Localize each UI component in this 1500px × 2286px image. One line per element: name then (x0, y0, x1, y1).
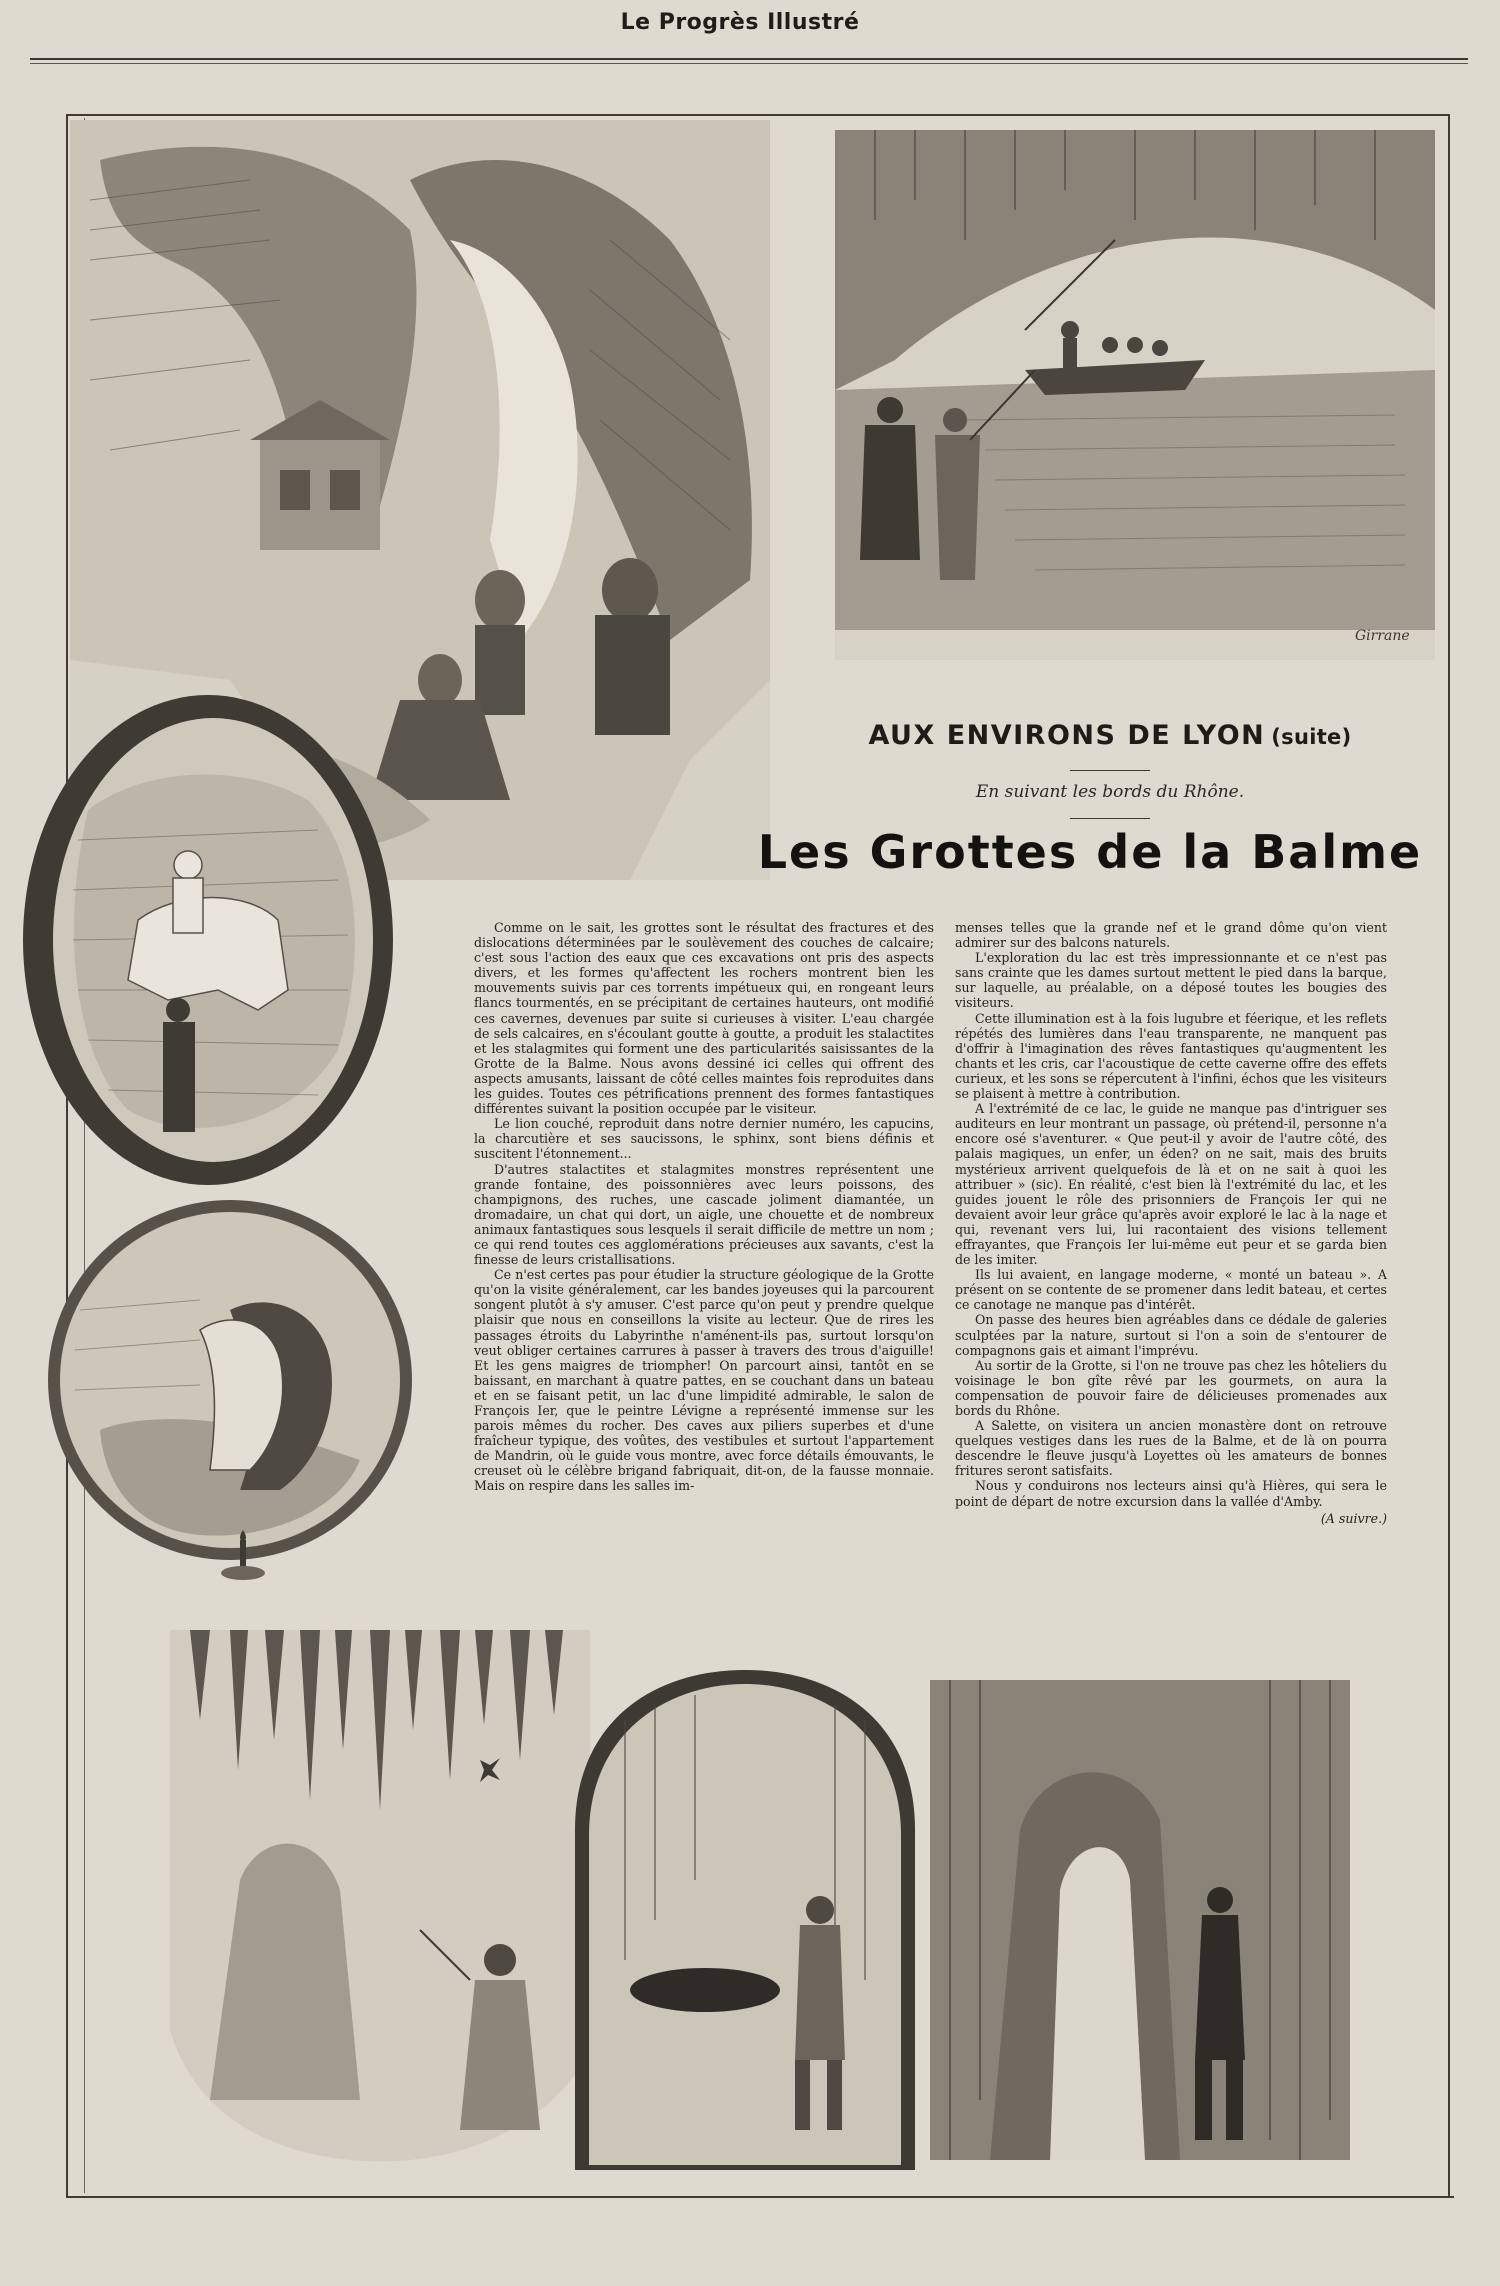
illustration-pillar (930, 1680, 1350, 2160)
section-title-suffix: (suite) (1271, 725, 1352, 749)
article-paragraph: On passe des heures bien agréables dans ce dédale de galeries sculptées par la nature, surtout si l'on a soin de s'entourer de compagnons gais et aimant l'imprévu. (955, 1312, 1387, 1358)
illustration-underground-lake (835, 130, 1435, 660)
article-paragraph: L'exploration du lac est très impressionnante et ce n'est pas sans crainte que les dames surtout mettent le pied dans la barque, sur laquelle, au préalable, on a déposé toutes les bougies des visiteurs. (955, 950, 1387, 1011)
article-paragraph: D'autres stalactites et stalagmites monstres représentent une grande fontaine, des poissonnières avec leurs poissons, des champignons, des ruches, une cascade joliment diamantée, un dromadaire, un chat qui dort, un aigle, une chouette et de nombreux animaux fantastiques sous lesquels il serait difficile de mettre un nom ; ce qui rend toutes ces agglomérations précieuses aux savants, c'est la finesse de leurs cristallisations. (474, 1161, 934, 1268)
medallion-rider-engraving (18, 690, 403, 1190)
illustration-medallion-rider (18, 690, 403, 1190)
masthead-rule-thin (30, 63, 1468, 64)
page-frame-bottom (84, 2196, 1454, 2198)
illustration-stalactite-chamber (170, 1630, 590, 2170)
subtitle-rule-bottom (1070, 818, 1150, 819)
article-paragraph: Au sortir de la Grotte, si l'on ne trouve pas chez les hôteliers du voisinage le bon gîte rêvé par les gourmets, on aura la compensation de pouvoir faire de délicieuses promenades aux bords du Rhône. (955, 1357, 1387, 1418)
article-paragraph: Ils lui avaient, en langage moderne, « monté un bateau ». A présent on se contente de se promener dans ledit bateau, et certes ce canotage ne manque pas d'intérêt. (955, 1267, 1387, 1313)
illustration-crucible (565, 1660, 925, 2170)
article-title: Les Grottes de la Balme (757, 825, 1423, 879)
subtitle-rule-top (1070, 770, 1150, 771)
article-paragraph: A Salette, on visitera un ancien monastère dont on retrouve quelques vestiges dans les rues de la Balme, et de là on pourra descendre le fleuve jusqu'à Loyettes où les amateurs de bonnes fritures seront satisfaits. (955, 1418, 1387, 1479)
pillar-engraving (930, 1680, 1350, 2160)
article-column-right (955, 920, 1387, 1526)
stalactite-chamber-engraving (170, 1630, 590, 2170)
article-column-left (474, 920, 934, 1494)
article-paragraph: Cette illumination est à la fois lugubre et féerique, et les reflets répétés des lumières dans l'eau transparente, ne manquent pas d'offrir à l'imagination des rêves fantastiques qu'augmentent les chants et les cris, car l'acoustique de cette caverne offre des effets curieux, et les sons se répercutent à l'infini, échos que les visiteurs se plaisent à mettre à contribution. (955, 1010, 1387, 1102)
masthead (0, 10, 1500, 50)
article-paragraph: Nous y conduirons nos lecteurs ainsi qu'à Hières, qui sera le point de départ de notre excursion dans la vallée d'Amby. (955, 1478, 1387, 1509)
medallion-sphinx-engraving (40, 1190, 420, 1590)
article-paragraph: Comme on le sait, les grottes sont le résultat des fractures et des dislocations déterminées par le soulèvement des couches de calcaire; c'est sous l'action des eaux que ces excavations ont pris des aspects divers, et les formes qu'affectent les rochers montrent bien les mouvements suivis par ces torrents impétueux qui, en rongeant leurs flancs tourmentés, en se précipitant de certaines hauteurs, ont modifié ces cavernes, devenues par suite si curieuses à visiter. L'eau chargée de sels calcaires, en s'écoulant goutte à goutte, a produit les stalactites et les stalagmites qui forment une des particularités saisissantes de la Grotte de la Balme. Nous avons dessiné ici celles qui offrent des aspects amusants, laissant de côté celles maintes fois reproduites dans les guides. Toutes ces pétrifications prennent des formes fantastiques différentes suivant la position occupée par le visiteur. (474, 920, 934, 1117)
lake-signature: Girrane (1355, 628, 1410, 644)
article-subtitle: En suivant les bords du Rhône. (975, 782, 1245, 802)
article-paragraph: menses telles que la grande nef et le grand dôme qu'on vient admirer sur des balcons naturels. (955, 920, 1387, 951)
illustration-medallion-sphinx (40, 1190, 420, 1590)
article-paragraph: A l'extrémité de ce lac, le guide ne manque pas d'intriguer ses auditeurs en leur montrant un passage, où prétend-il, personne n'a encore osé s'aventurer. « Que peut-il y avoir de l'autre côté, des palais magiques, un enfer, un éden? on ne sait, mais des bruits mystérieux arrivent quelquefois de là et on ne sait à quoi les attribuer » (sic). En réalité, c'est bien là l'extrémité du lac, et les guides jouent le rôle des prisonniers de François Ier qui ne devaient avoir leur grâce qu'après avoir exploré le lac à la nage et qui, revenant vers lui, lui racontaient des visions tellement effrayantes, que François Ier lui-même eut peur et se garda bien de les imiter. (955, 1101, 1387, 1268)
lake-engraving (835, 130, 1435, 660)
crucible-engraving (565, 1660, 925, 2170)
article-paragraph: Ce n'est certes pas pour étudier la structure géologique de la Grotte qu'on la visite généralement, car les bandes joyeuses qui la parcourent songent plutôt à s'y amuser. C'est parce qu'on peut y prendre quelque plaisir que nous en conseillons la visite au lecteur. Que de rires les passages étroits du Labyrinthe n'aménent-ils pas, surtout lorsqu'on veut obliger certaines carrures à passer à travers des trous d'aiguille! Et les gens maigres de triompher! On parcourt ainsi, tantôt en se baissant, en marchant à quatre pattes, en se couchant dans un bateau et en se faisant petit, un lac d'une limpidité admirable, le salon de François Ier, que le peintre Lévigne a représenté immense sur les parois mêmes du rocher. Des caves aux piliers superbes et d'une fraîcheur typique, des voûtes, des vestibules et surtout l'appartement de Mandrin, où le guide vous montre, avec force détails émouvants, le creuset où le célèbre brigand fabriquait, dit-on, de la fausse monnaie. Mais on respire dans les salles im- (474, 1267, 934, 1494)
masthead-rule (30, 58, 1468, 60)
section-title (800, 720, 1420, 751)
section-title-text: AUX ENVIRONS DE LYON (868, 720, 1266, 751)
article-paragraph: Le lion couché, reproduit dans notre dernier numéro, les capucins, la charcutière et ses saucissons, le sphinx, sont biens définis et suscitent l'étonnement... (474, 1116, 934, 1162)
to-be-continued: (A suivre.) (1320, 1510, 1387, 1526)
masthead-title: Le Progrès Illustré (620, 10, 860, 35)
